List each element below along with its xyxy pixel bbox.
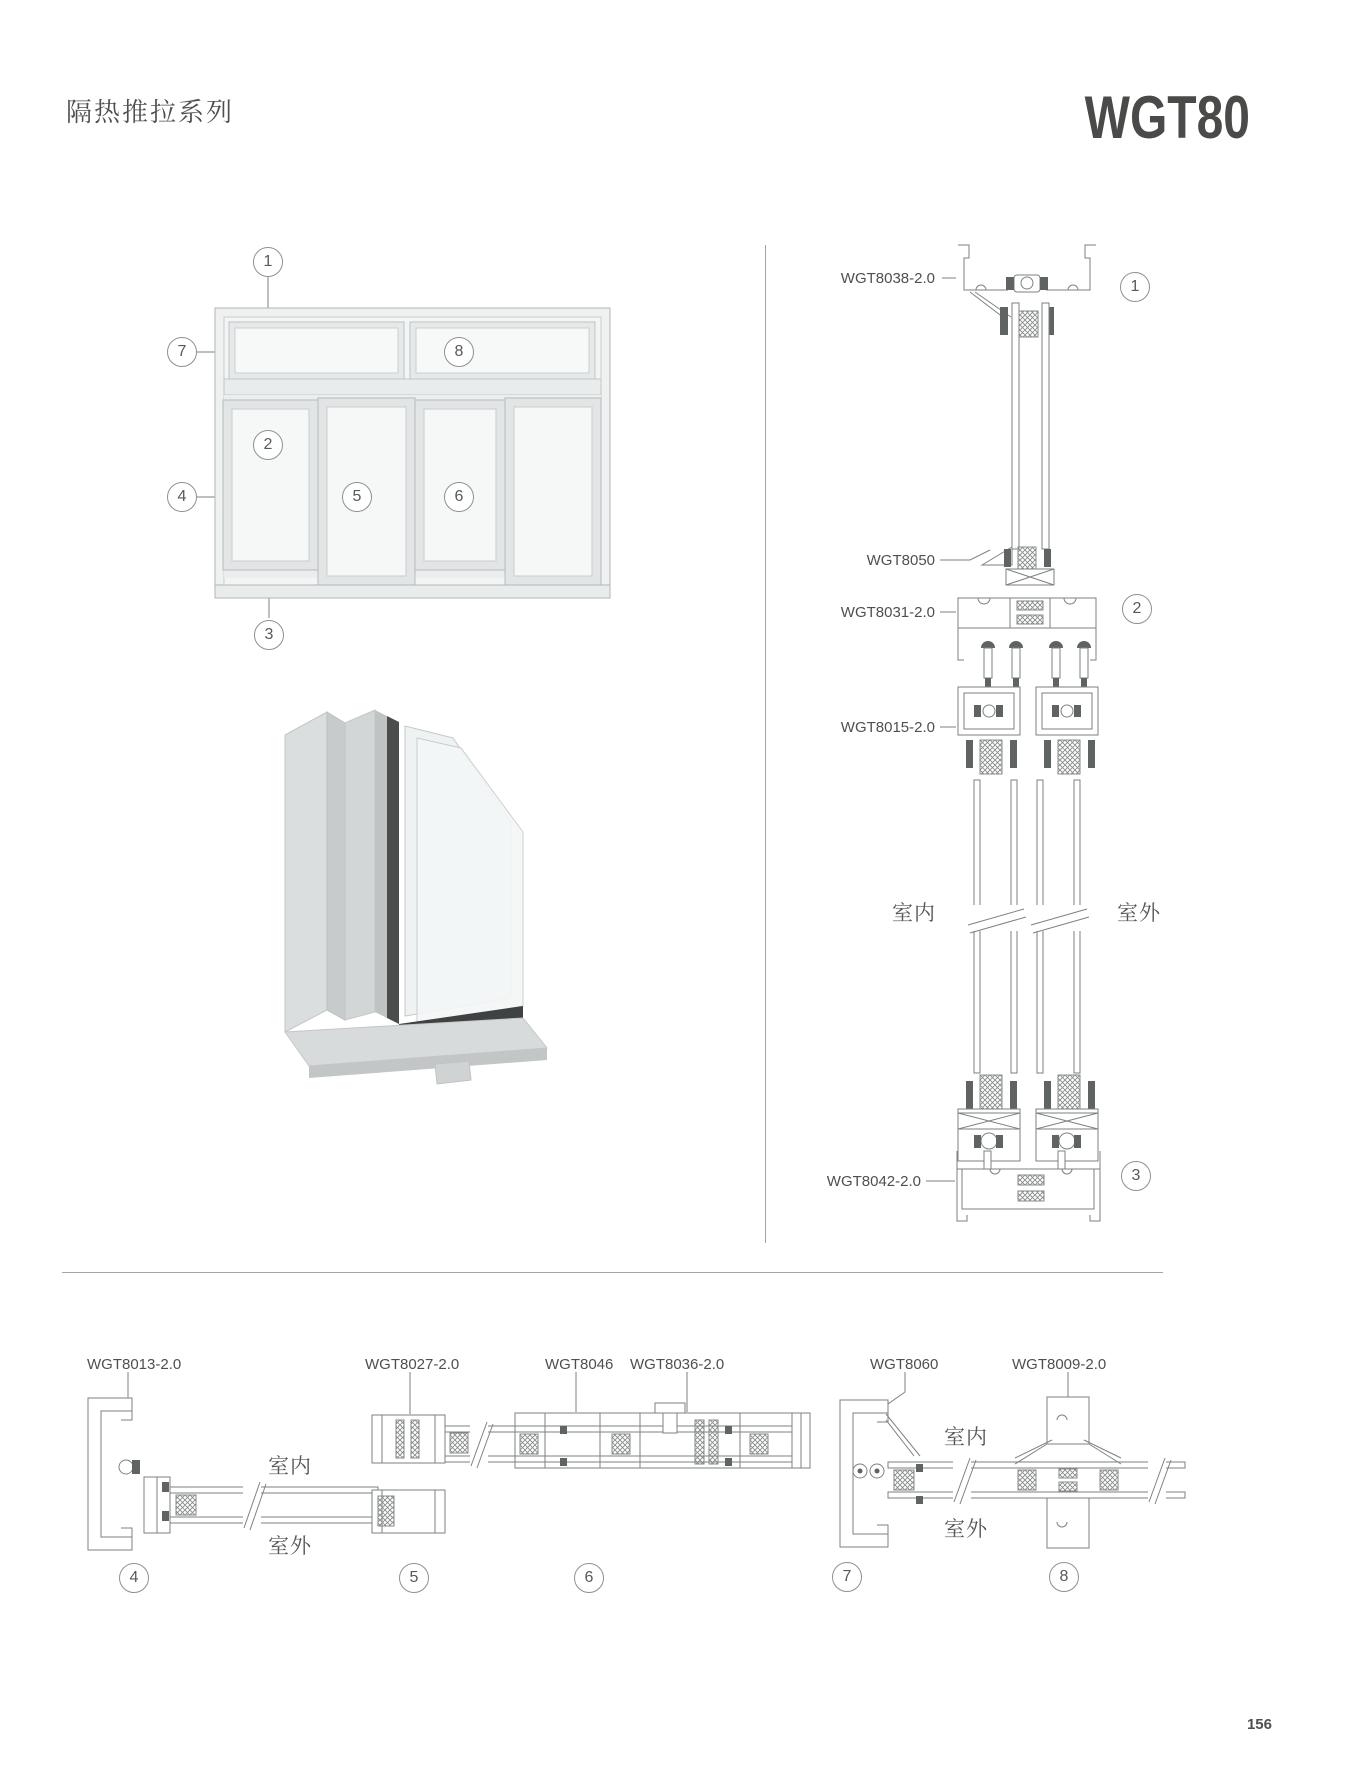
page-title: 隔热推拉系列 — [66, 97, 235, 127]
profile-label-wgt8050: WGT8050 — [866, 552, 935, 569]
profile-label-wgt8009: WGT8009-2.0 — [1012, 1356, 1107, 1373]
profile-3d-render — [255, 680, 555, 1100]
callout-detail-5: 5 — [399, 1563, 429, 1593]
profile-label-wgt8036: WGT8036-2.0 — [630, 1356, 725, 1373]
callout-1: 1 — [253, 247, 283, 277]
profile-label-wgt8015: WGT8015-2.0 — [840, 719, 935, 736]
profile-label-wgt8031: WGT8031-2.0 — [840, 604, 935, 621]
profile-label-wgt8060: WGT8060 — [870, 1356, 939, 1373]
vertical-section-drawing — [770, 235, 1170, 1245]
outdoor-label-bottom-right: 室外 — [944, 1518, 988, 1541]
profile-label-wgt8038: WGT8038-2.0 — [840, 270, 935, 287]
callout-5: 5 — [342, 482, 372, 512]
callout-2: 2 — [253, 430, 283, 460]
callout-section-1: 1 — [1120, 272, 1150, 302]
callout-detail-4: 4 — [119, 1563, 149, 1593]
callout-3: 3 — [254, 620, 284, 650]
indoor-label-bottom-left: 室内 — [268, 1455, 312, 1478]
indoor-label-bottom-right: 室内 — [944, 1426, 988, 1449]
profile-label-wgt8027: WGT8027-2.0 — [365, 1356, 460, 1373]
outdoor-label-bottom-left: 室外 — [268, 1535, 312, 1558]
outdoor-label-vertical: 室外 — [1117, 902, 1161, 925]
callout-4: 4 — [167, 482, 197, 512]
callout-section-2: 2 — [1122, 594, 1152, 624]
profile-label-wgt8013: WGT8013-2.0 — [87, 1356, 182, 1373]
elevation-drawing — [150, 240, 630, 660]
callout-detail-8: 8 — [1049, 1562, 1079, 1592]
profile-label-wgt8042: WGT8042-2.0 — [826, 1173, 921, 1190]
callout-section-3: 3 — [1121, 1161, 1151, 1191]
horizontal-section-drawing — [60, 1370, 1190, 1600]
indoor-label-vertical: 室内 — [892, 902, 936, 925]
page-number: 156 — [1246, 1716, 1272, 1733]
divider-vertical — [765, 245, 766, 1243]
callout-detail-7: 7 — [832, 1562, 862, 1592]
callout-8: 8 — [444, 337, 474, 367]
callout-6: 6 — [444, 482, 474, 512]
divider-horizontal — [62, 1272, 1163, 1273]
series-code: WGT80 — [1084, 84, 1250, 151]
callout-detail-6: 6 — [574, 1563, 604, 1593]
profile-label-wgt8046: WGT8046 — [545, 1356, 614, 1373]
callout-7: 7 — [167, 337, 197, 367]
